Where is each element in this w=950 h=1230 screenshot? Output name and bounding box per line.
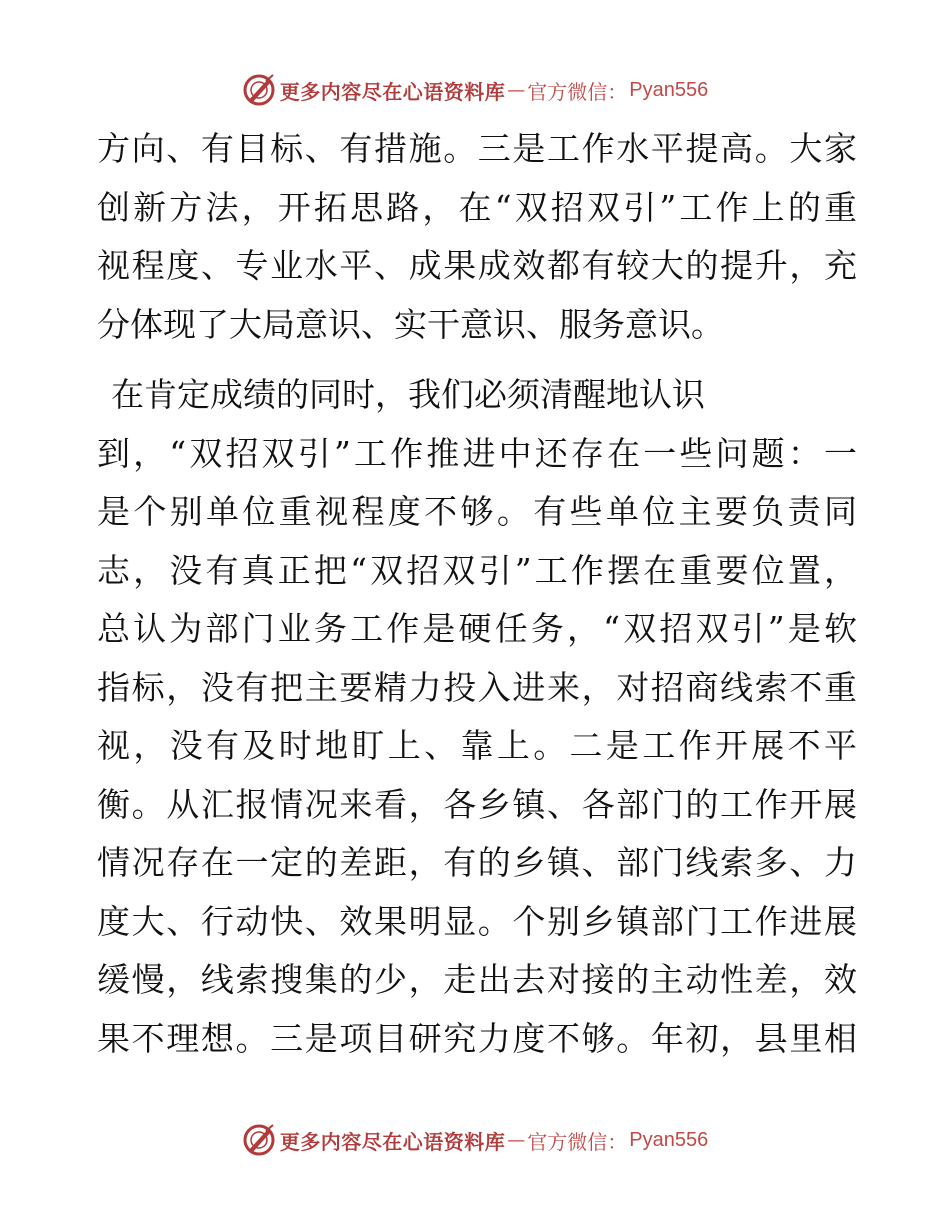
text-line: 到，“双招双引”工作推进中还存在一些问题：一 — [97, 433, 857, 473]
text-line: 是个别单位重视程度不够。有些单位主要负责同 — [97, 492, 857, 531]
text-line: 度大、行动快、效果明显。个别乡镇部门工作进展 — [97, 901, 857, 941]
text-line: 在肯定成绩的同时，我们必须清醒地认识 — [111, 375, 705, 414]
quill-logo-icon — [242, 73, 276, 107]
paragraph-gap — [97, 354, 857, 366]
text-line: 情况存在一定的差距，有的乡镇、部门线索多、力 — [97, 843, 857, 882]
text-line: 创新方法，开拓思路，在“双招双引”工作上的重 — [97, 187, 857, 227]
banner-wechat-id: Pyan556 — [629, 1128, 709, 1151]
banner-wechat-id: Pyan556 — [629, 78, 709, 101]
banner-site-text: 更多内容尽在心语资料库 — [279, 79, 506, 104]
text-line: 分体现了大局意识、实干意识、服务意识。 — [97, 304, 724, 344]
banner-separator: — — [507, 1129, 526, 1151]
text-line: 方向、有目标、有措施。三是工作水平提高。大家 — [97, 129, 857, 168]
paragraph-2 — [97, 366, 857, 1068]
banner-separator: — — [507, 79, 526, 101]
text-line: 总认为部门业务工作是硬任务，“双招双引”是软 — [97, 609, 857, 648]
footer-banner — [0, 1120, 950, 1160]
banner-site-text: 更多内容尽在心语资料库 — [279, 1129, 506, 1154]
quill-logo-icon — [242, 1123, 276, 1157]
text-line: 缓慢，线索搜集的少，走出去对接的主动性差，效 — [97, 960, 857, 999]
banner-official-label: 官方微信： — [527, 79, 628, 104]
text-line: 指标，没有把主要精力投入进来，对招商线索不重 — [97, 667, 857, 707]
text-line: 视，没有及时地盯上、靠上。二是工作开展不平 — [97, 726, 857, 765]
paragraph-1 — [97, 120, 857, 354]
document-body — [97, 120, 857, 1068]
text-line: 果不理想。三是项目研究力度不够。年初，县里相 — [97, 1018, 857, 1058]
header-banner — [0, 70, 950, 110]
banner-official-label: 官方微信： — [527, 1129, 628, 1154]
text-line: 志，没有真正把“双招双引”工作摆在重要位置， — [97, 550, 857, 590]
text-line: 视程度、专业水平、成果成效都有较大的提升，充 — [97, 246, 857, 285]
text-line: 衡。从汇报情况来看，各乡镇、各部门的工作开展 — [97, 784, 857, 824]
